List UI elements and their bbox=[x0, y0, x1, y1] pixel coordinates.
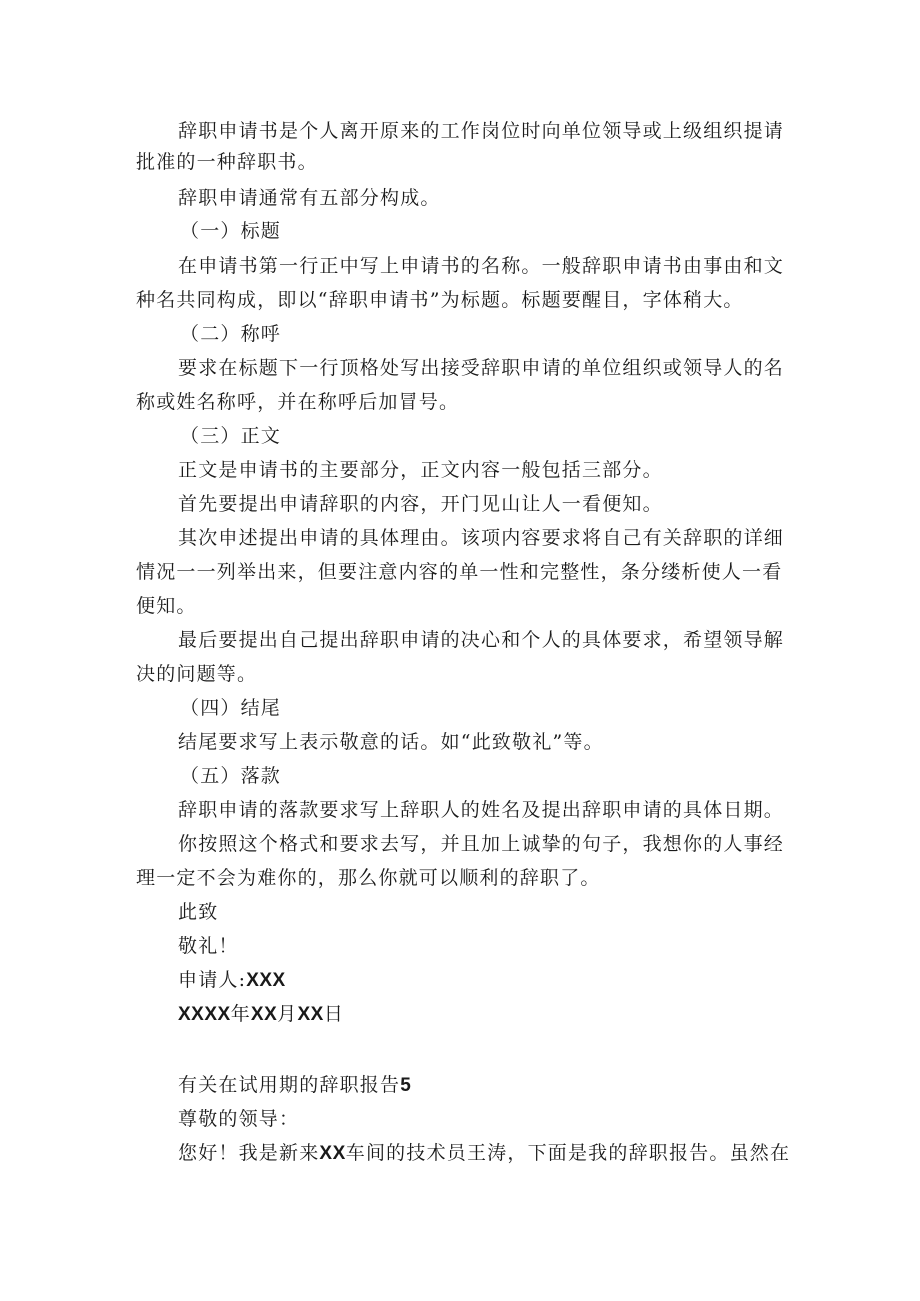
body-xx: XX bbox=[319, 1143, 346, 1164]
paragraph-line: 决的问题等。 bbox=[136, 663, 258, 685]
section-heading: （四）结尾 bbox=[180, 697, 282, 719]
paragraph-line: 其次申述提出申请的具体理由。该项内容要求将自己有关辞职的详细 bbox=[178, 527, 785, 549]
applicant-name: XXX bbox=[246, 970, 286, 991]
section-heading: （五）落款 bbox=[180, 765, 282, 787]
applicant-label: 申请人: bbox=[178, 969, 247, 991]
month-char: 月 bbox=[277, 1003, 298, 1025]
section-title-text: 有关在试用期的辞职报告 bbox=[178, 1074, 401, 1096]
paragraph-line: 理一定不会为难你的，那么你就可以顺利的辞职了。 bbox=[136, 867, 601, 889]
paragraph-line: 首先要提出申请辞职的内容，开门见山让人一看便知。 bbox=[178, 493, 663, 515]
salutation: 尊敬的领导： bbox=[178, 1108, 300, 1130]
applicant-line bbox=[178, 963, 828, 998]
paragraph-line: 要求在标题下一行顶格处写出接受辞职申请的单位组织或领导人的名 bbox=[178, 357, 785, 379]
paragraph-line: 正文是申请书的主要部分，正文内容一般包括三部分。 bbox=[178, 459, 663, 481]
paragraph-line: 辞职申请书是个人离开原来的工作岗位时向单位领导或上级组织提请 bbox=[178, 120, 785, 142]
section-heading: （二）称呼 bbox=[180, 323, 282, 345]
section-title-number: 5 bbox=[400, 1075, 412, 1096]
paragraph-line: 便知。 bbox=[136, 595, 197, 617]
date-day: XX bbox=[297, 1004, 324, 1025]
date-year: XXXX bbox=[178, 1004, 231, 1025]
day-char: 日 bbox=[323, 1003, 345, 1025]
section-heading: （一）标题 bbox=[180, 220, 282, 242]
paragraph-line: 辞职申请通常有五部分构成。 bbox=[178, 187, 441, 209]
date-line bbox=[178, 997, 828, 1032]
closing-line: 此致 bbox=[178, 901, 219, 923]
paragraph-line: 批准的一种辞职书。 bbox=[136, 151, 318, 173]
paragraph-line: 你按照这个格式和要求去写，并且加上诚挚的句子，我想你的人事经 bbox=[178, 833, 785, 855]
body-text-a: 您好！我是新来 bbox=[178, 1142, 320, 1164]
body-text-b: 车间的技术员王涛，下面是我的辞职报告。虽然在 bbox=[345, 1142, 790, 1164]
paragraph-line bbox=[178, 1136, 790, 1171]
date-month: XX bbox=[250, 1004, 278, 1025]
paragraph-line: 最后要提出自己提出辞职申请的决心和个人的具体要求，希望领导解 bbox=[178, 629, 785, 651]
paragraph-line: 辞职申请的落款要求写上辞职人的姓名及提出辞职申请的具体日期。 bbox=[178, 799, 785, 821]
paragraph-line: 种名共同构成，即以“辞职申请书”为标题。标题要醒目，字体稍大。 bbox=[136, 289, 744, 311]
section-heading: （三）正文 bbox=[180, 425, 282, 447]
paragraph-line: 称或姓名称呼，并在称呼后加冒号。 bbox=[136, 391, 460, 413]
paragraph-line: 结尾要求写上表示敬意的话。如“此致敬礼”等。 bbox=[178, 731, 604, 753]
year-char: 年 bbox=[230, 1003, 251, 1025]
paragraph-line: 在申请书第一行正中写上申请书的名称。一般辞职申请书由事由和文 bbox=[178, 255, 785, 277]
closing-salute: 敬礼！ bbox=[178, 935, 239, 957]
section-title bbox=[178, 1068, 828, 1103]
paragraph-line: 情况一一列举出来，但要注意内容的单一性和完整性，条分缕析使人一看 bbox=[136, 561, 783, 583]
